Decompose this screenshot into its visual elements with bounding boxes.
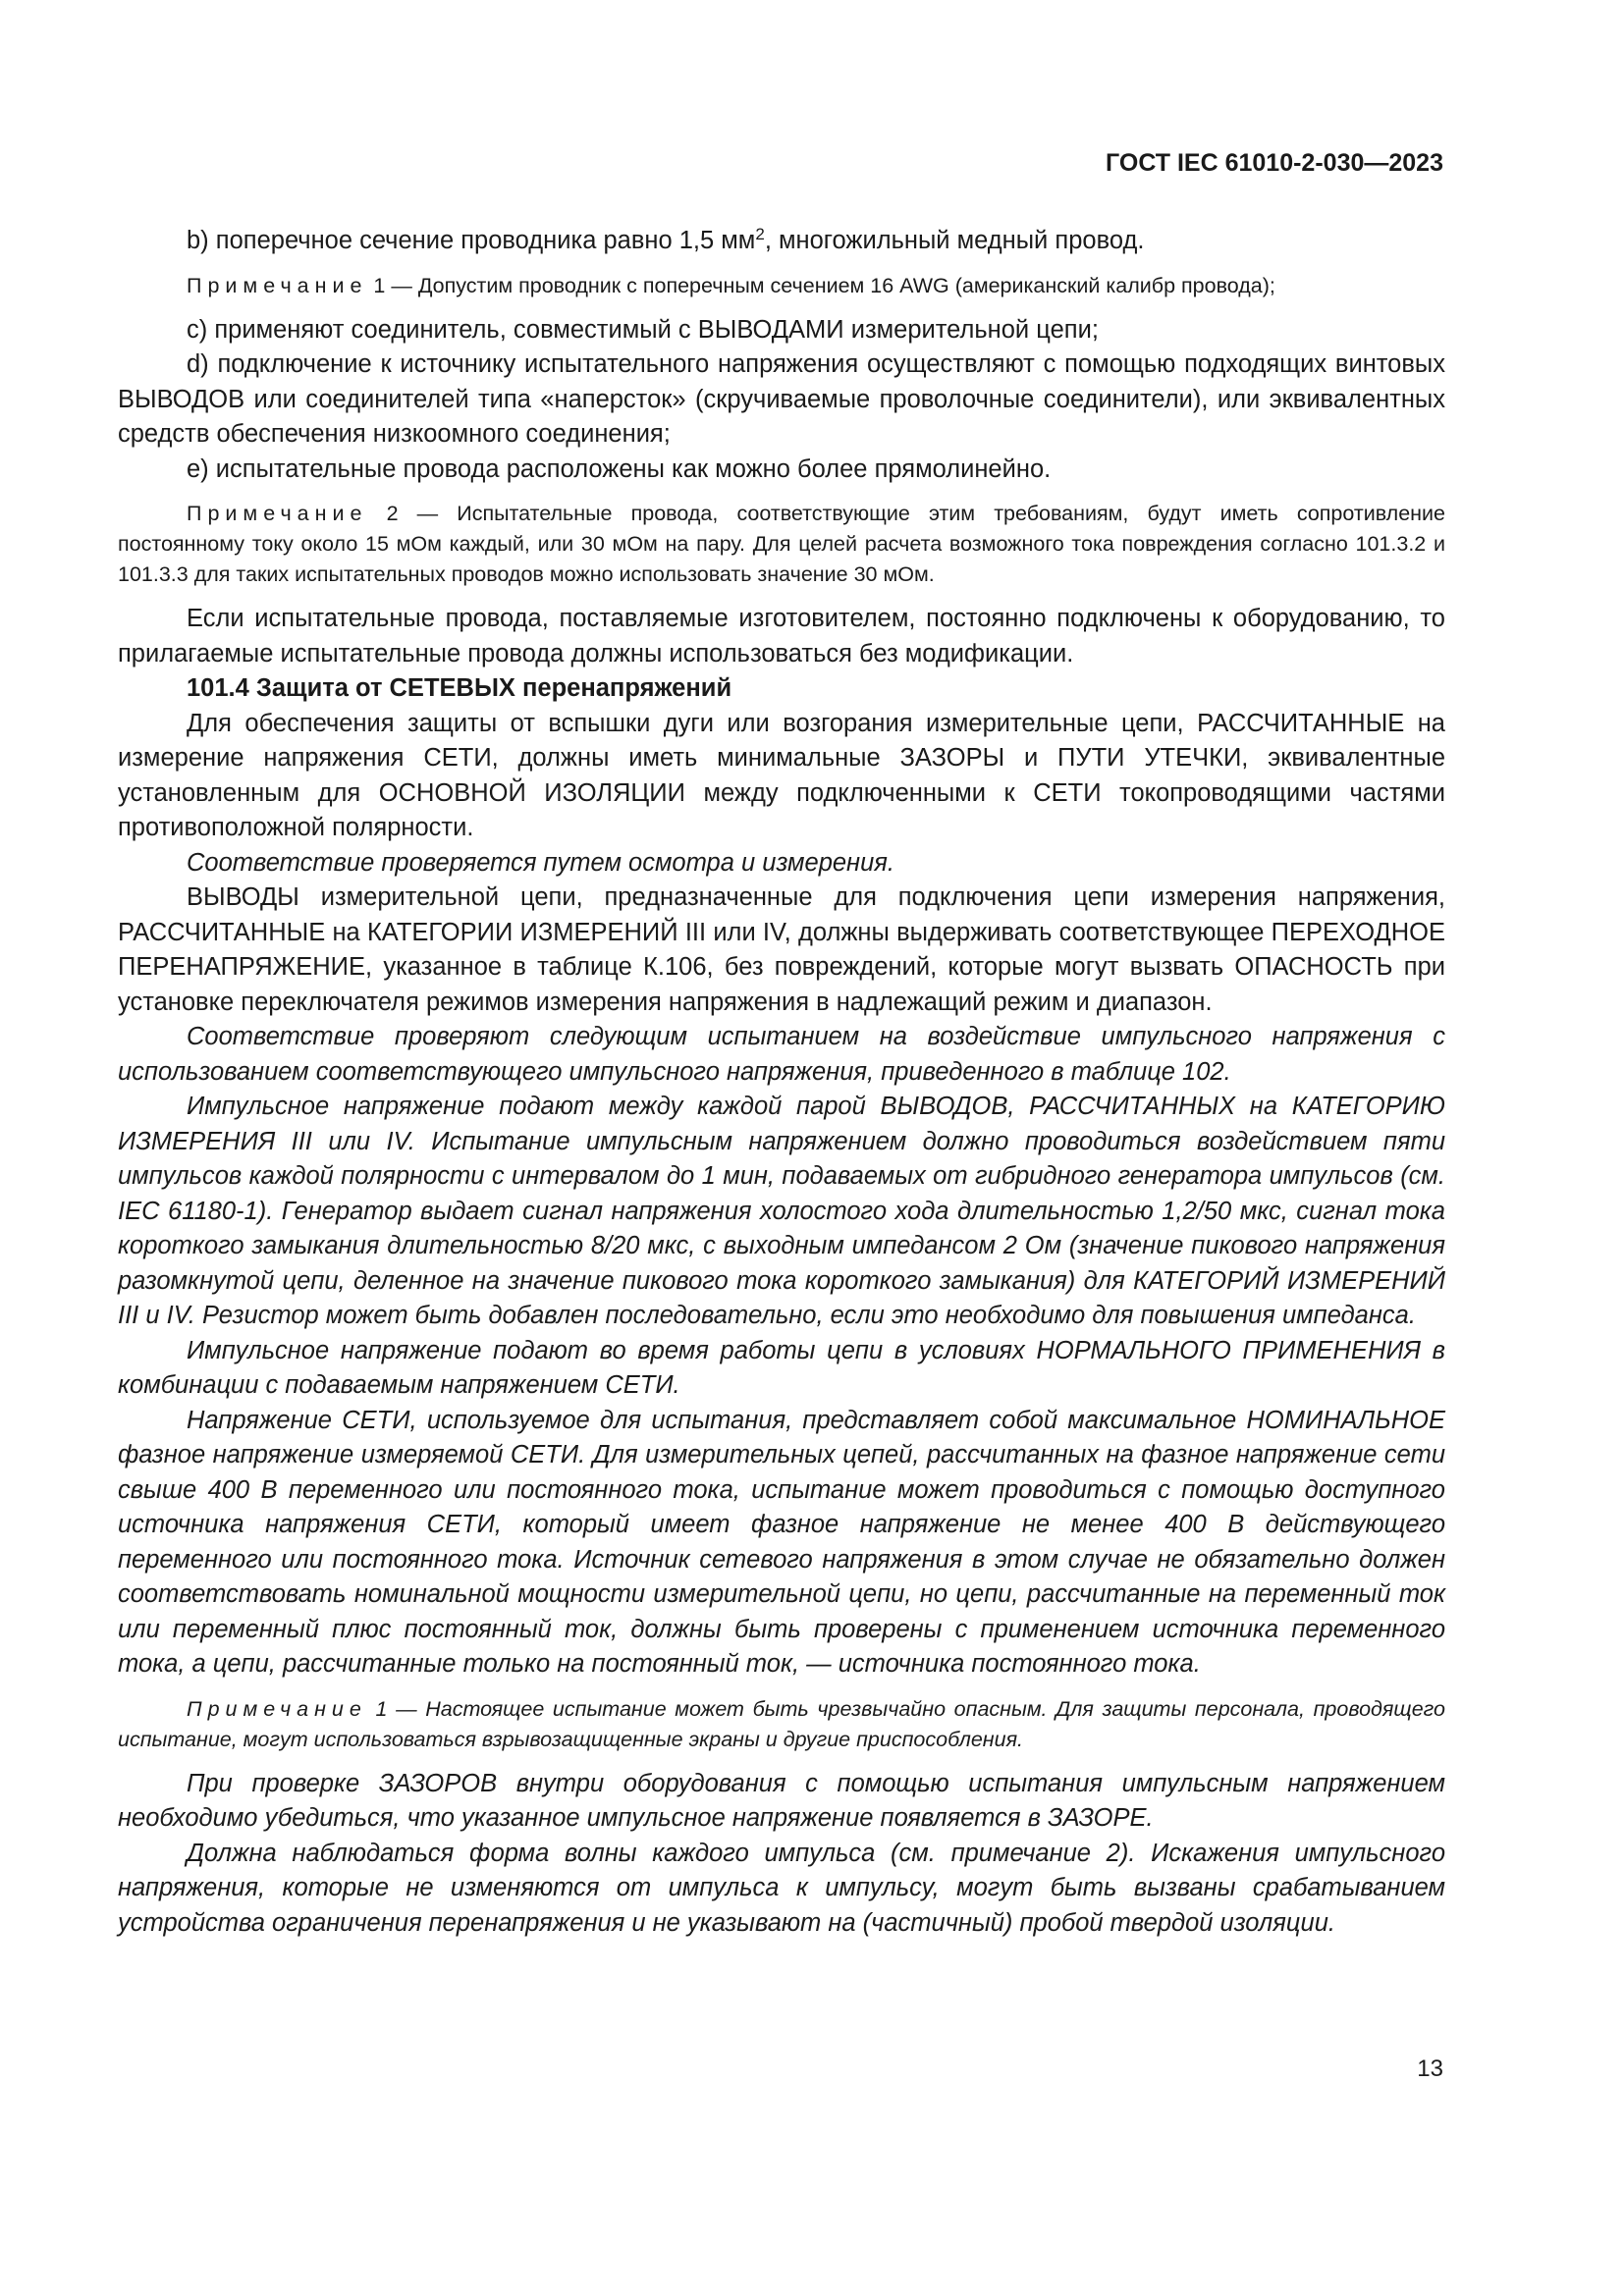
document-header: ГОСТ IEC 61010-2-030—2023 — [1106, 149, 1443, 177]
list-text-tail: , многожильный медный провод. — [764, 227, 1145, 254]
section-paragraph: Для обеспечения защиты от вспышки дуги или возгорания измерительные цепи, РАССЧИТАННЫЕ на измерение напряжения СЕТИ, должны иметь минимальные ЗАЗОРЫ и ПУТИ УТЕЧКИ, эквивалентные установленным для ОСНОВНОЙ ИЗОЛЯЦИИ между подключенными к СЕТИ токопроводящими частями противоположной полярности. — [118, 709, 1445, 841]
section-paragraph: Импульсное напряжение подают во время работы цепи в условиях НОРМАЛЬНОГО ПРИМЕНЕНИЯ в комбинации с подаваемым напряжением СЕТИ. — [118, 1336, 1445, 1399]
list-marker: d) — [187, 350, 209, 378]
list-item-d — [118, 347, 1445, 453]
document-body — [118, 224, 1445, 1941]
list-text: поперечное сечение проводника равно 1,5 мм — [215, 227, 756, 254]
list-marker: c) — [187, 315, 208, 344]
section-paragraph: Напряжение СЕТИ, используемое для испытания, представляет собой максимальное НОМИНАЛЬНОЕ фазное напряжение измеряемой СЕТИ. Для измерительных цепей, рассчитанных на фазное напряжение сети свыше 400 В переменного или постоянного тока, испытание может проводиться с помощью доступного источника напряжения СЕТИ, который имеет фазное напряжение не менее 400 В действующего переменного или постоянного тока. Источник сетевого напряжения в этом случае не обязательно должен соответствовать номинальной мощности измерительной цепи, но цепи, рассчитанные на переменный ток или переменный плюс постоянный ток, должны быть проверены с применением источника переменного тока, а цепи, рассчитанные только на постоянный ток, — источника постоянного тока. — [118, 1406, 1445, 1678]
note-label: Примечание — [187, 502, 368, 525]
paragraph-test-leads: Если испытательные провода, поставляемые изготовителем, постоянно подключены к оборудованию, то прилагаемые испытательные провода должны использоваться без модификации. — [118, 605, 1445, 667]
list-text: применяют соединитель, совместимый с ВЫВОДАМИ измерительной цепи; — [214, 315, 1099, 344]
list-item-c — [118, 313, 1445, 348]
page-number: 13 — [1417, 2056, 1443, 2082]
section-paragraph: Соответствие проверяют следующим испытанием на воздействие импульсного напряжения с использованием соответствующего импульсного напряжения, приведенного в таблице 102. — [118, 1023, 1445, 1086]
list-marker: e) — [187, 454, 209, 483]
closing-paragraph: Должна наблюдаться форма волны каждого импульса (см. примечание 2). Искажения импульсного напряжения, которые не изменяются от импульса к импульсу, могут быть вызваны срабатыванием устройства ограничения перенапряжения и не указывают на (частичный) пробой твердой изоляции. — [118, 1839, 1445, 1937]
note-label: Примечание — [187, 1696, 367, 1721]
closing-paragraph: При проверке ЗАЗОРОВ внутри оборудования с помощью испытания импульсным напряжением необходимо убедиться, что указанное импульсное напряжение появляется в ЗАЗОРЕ. — [118, 1769, 1445, 1832]
list-item-e — [118, 453, 1445, 488]
note-text: 2 — Испытательные провода, соответствующие этим требованиям, будут иметь сопротивление постоянному току около 15 мОм каждый, или 30 мОм на пару. Для целей расчета возможного тока повреждения согласно 101.3.2 и 101.3.3 для таких испытательных проводов можно использовать значение 30 мОм. — [118, 502, 1445, 586]
note-1 — [118, 271, 1445, 301]
list-text: подключение к источнику испытательного напряжения осуществляют с помощью подходящих винтовых ВЫВОДОВ или соединителей типа «наперсток» (скручиваемые проволочные соединители), или эквивалентных средств обеспечения низкоомного соединения; — [118, 350, 1445, 448]
note-3 — [118, 1694, 1445, 1755]
superscript: 2 — [755, 225, 765, 243]
section-paragraph: Импульсное напряжение подают между каждой парой ВЫВОДОВ, РАССЧИТАННЫХ на КАТЕГОРИЮ ИЗМЕРЕНИЯ III или IV. Испытание импульсным напряжением должно проводиться воздействием пяти импульсов каждой полярности с интервалом до 1 мин, подаваемых от гибридного генератора импульсов (см. IEC 61180-1). Генератор выдает сигнал напряжения холостого хода длительностью 1,2/50 мкс, сигнал тока короткого замыкания длительностью 8/20 мкс, с выходным импедансом 2 Ом (значение пикового напряжения разомкнутой цепи, деленное на значение пикового тока короткого замыкания) для КАТЕГОРИЙ ИЗМЕРЕНИЙ III и IV. Резистор может быть добавлен последовательно, если это необходимо для повышения импеданса. — [118, 1093, 1445, 1329]
section-paragraph: Соответствие проверяется путем осмотра и измерения. — [187, 848, 894, 877]
note-text: 1 — Настоящее испытание может быть чрезвычайно опасным. Для защиты персонала, проводящего испытание, могут использоваться взрывозащищенные экраны и другие приспособления. — [118, 1696, 1445, 1751]
note-2 — [118, 499, 1445, 590]
list-text: испытательные провода расположены как можно более прямолинейно. — [215, 454, 1052, 483]
section-title: 101.4 Защита от СЕТЕВЫХ перенапряжений — [187, 674, 732, 702]
list-marker: b) — [187, 227, 209, 254]
note-text: 1 — Допустим проводник с поперечным сечением 16 AWG (американский калибр провода); — [367, 273, 1275, 297]
list-item-b — [118, 224, 1445, 259]
note-label: Примечание — [187, 273, 368, 297]
section-paragraph: ВЫВОДЫ измерительной цепи, предназначенные для подключения цепи измерения напряжения, РАССЧИТАННЫЕ на КАТЕГОРИИ ИЗМЕРЕНИЙ III или IV, должны выдерживать соответствующее ПЕРЕХОДНОЕ ПЕРЕНАПРЯЖЕНИЕ, указанное в таблице К.106, без повреждений, которые могут вызвать ОПАСНОСТЬ при установке переключателя режимов измерения напряжения в надлежащий режим и диапазон. — [118, 883, 1445, 1016]
